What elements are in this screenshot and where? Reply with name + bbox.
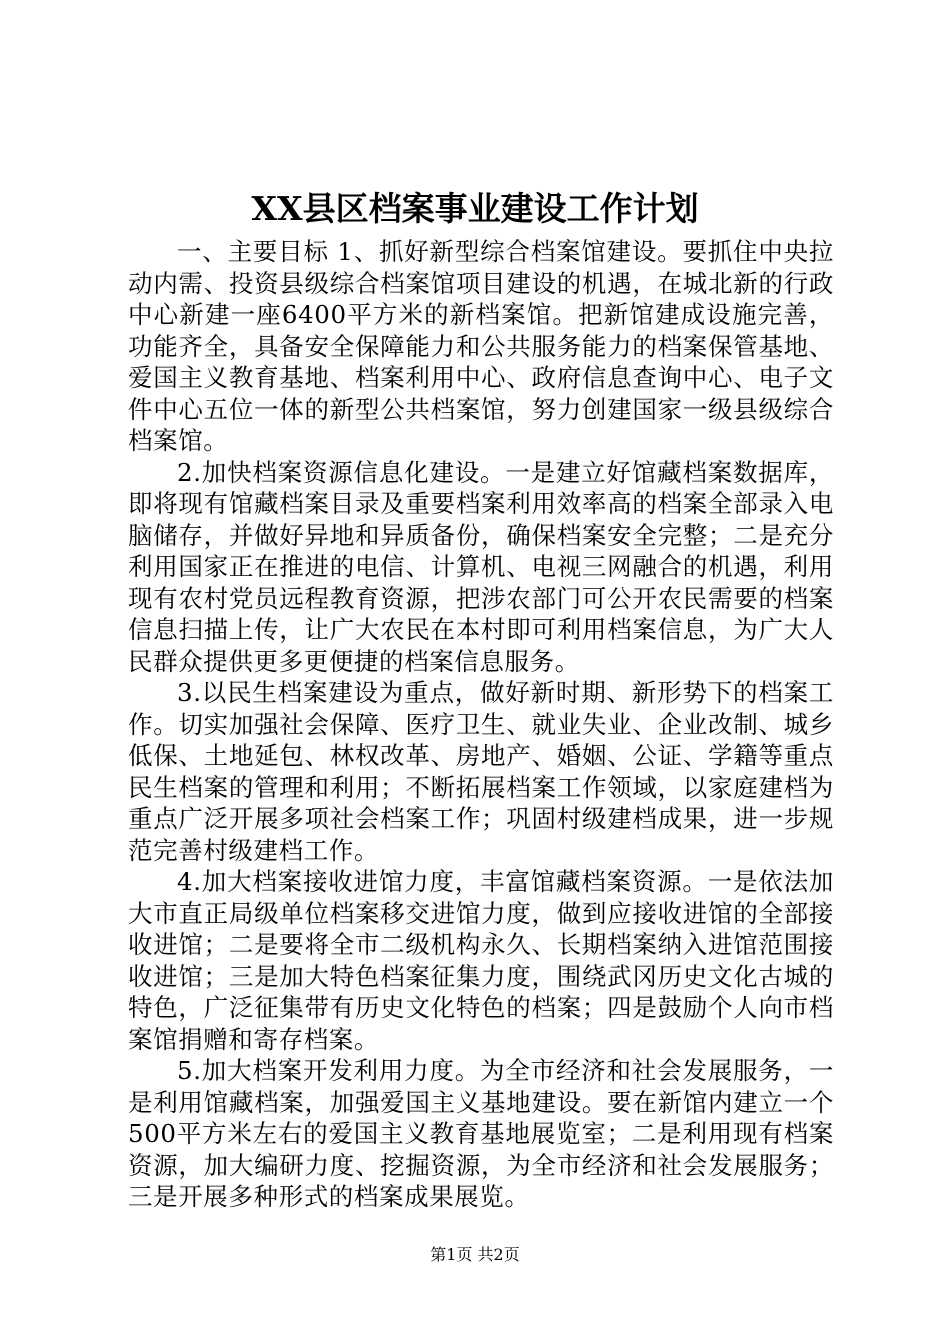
document-title: XX县区档案事业建设工作计划 <box>251 189 699 228</box>
page-number-footer: 第1页 共2页 <box>430 1245 520 1264</box>
paragraph-livelihood-archives: 3.以民生档案建设为重点，做好新时期、新形势下的档案工作。切实加强社会保障、医疗卫生、就业失业、企业改制、城乡低保、土地延包、林权改革、房地产、婚姻、公证、学籍等重点民生档案的管理和利用；不断拓展档案工作领域，以家庭建档为重点广泛开展多项社会档案工作；巩固村级建档成果，进一步规范完善村级建档工作。 <box>128 678 834 865</box>
paragraph-main-goals: 一、主要目标 1、抓好新型综合档案馆建设。要抓住中央拉动内需、投资县级综合档案馆项目建设的机遇，在城北新的行政中心新建一座6400平方米的新档案馆。把新馆建成设施完善，功能齐全，具备安全保障能力和公共服务能力的档案保管基地、爱国主义教育基地、档案利用中心、政府信息查询中心、电子文件中心五位一体的新型公共档案馆，努力创建国家一级县级综合档案馆。 <box>128 237 834 455</box>
paragraph-informatization: 2.加快档案资源信息化建设。一是建立好馆藏档案数据库，即将现有馆藏档案目录及重要档案利用效率高的档案全部录入电脑储存，并做好异地和异质备份，确保档案安全完整；二是充分利用国家正在推进的电信、计算机、电视三网融合的机遇，利用现有农村党员远程教育资源，把涉农部门可公开农民需要的档案信息扫描上传，让广大农民在本村即可利用档案信息，为广大人民群众提供更多更便捷的档案信息服务。 <box>128 457 834 676</box>
paragraph-archive-receiving: 4.加大档案接收进馆力度，丰富馆藏档案资源。一是依法加大市直正局级单位档案移交进馆力度，做到应接收进馆的全部接收进馆；二是要将全市二级机构永久、长期档案纳入进馆范围接收进馆；三是加大特色档案征集力度，围绕武冈历史文化古城的特色，广泛征集带有历史文化特色的档案；四是鼓励个人向市档案馆捐赠和寄存档案。 <box>128 867 834 1054</box>
document-body <box>128 236 834 1213</box>
paragraph-archive-utilization: 5.加大档案开发利用力度。为全市经济和社会发展服务，一是利用馆藏档案，加强爱国主义基地建设。要在新馆内建立一个500平方米左右的爱国主义教育基地展览室；二是利用现有档案资源，加大编研力度、挖掘资源，为全市经济和社会发展服务；三是开展多种形式的档案成果展览。 <box>128 1056 834 1211</box>
